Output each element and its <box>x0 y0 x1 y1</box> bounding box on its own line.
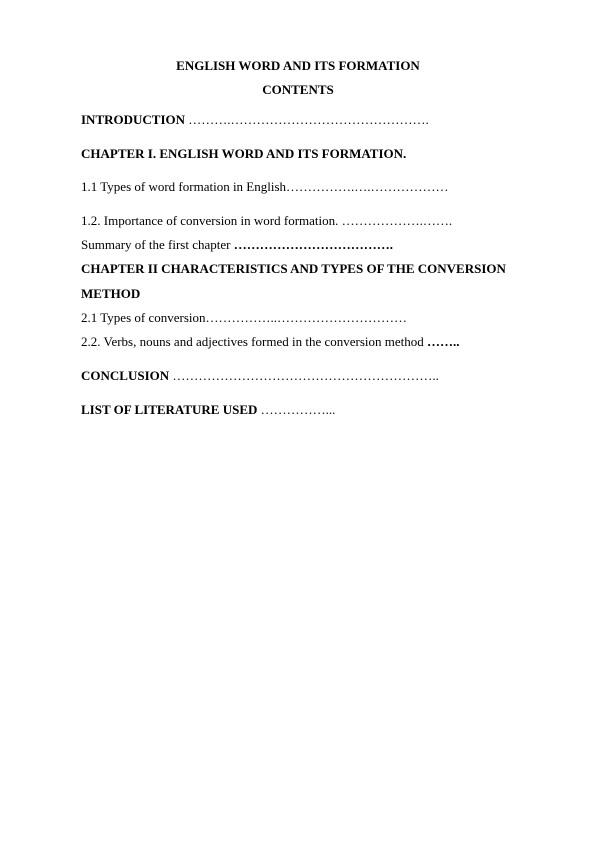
toc-entry-label: Summary of the first chapter <box>81 237 231 252</box>
toc-entry-label: LIST OF LITERATURE USED <box>81 402 258 417</box>
toc-entry-label: 2.1 Types of conversion <box>81 310 206 325</box>
toc-entry-2-2 <box>81 334 460 350</box>
toc-entry-literature <box>81 402 335 418</box>
contents-heading: CONTENTS <box>262 82 334 97</box>
toc-entry-2-1 <box>81 310 407 326</box>
toc-entry-label: INTRODUCTION <box>81 112 186 127</box>
toc-entry-1-1 <box>81 179 449 195</box>
toc-entry-summary <box>81 237 393 253</box>
toc-leader-dots: …….. <box>423 334 460 349</box>
toc-entry-chapter-2-line-1: CHAPTER II CHARACTERISTICS AND TYPES OF THE CONVERSION <box>81 261 506 276</box>
toc-entry-label: 1.2. Importance of conversion in word formation. <box>81 213 339 228</box>
toc-leader-dots: ………………………………. <box>230 237 393 252</box>
toc-entry-chapter-1 <box>81 146 406 162</box>
toc-leader-dots: …………….….……………… <box>286 179 449 194</box>
toc-entry-label: CHAPTER I. ENGLISH WORD AND ITS FORMATION. <box>81 146 407 161</box>
toc-entry-label: 1.1 Types of word formation in English <box>81 179 287 194</box>
toc-entry-conclusion <box>81 368 439 384</box>
toc-leader-dots: ……………... <box>257 402 336 417</box>
document-title: ENGLISH WORD AND ITS FORMATION <box>176 58 420 73</box>
toc-entry-label: 2.2. Verbs, nouns and adjectives formed in the conversion method <box>81 334 424 349</box>
toc-entry-introduction <box>81 112 429 128</box>
toc-leader-dots: ……….………………………………………. <box>185 112 429 127</box>
toc-entry-1-2 <box>81 213 452 229</box>
toc-leader-dots: ……………..………………………… <box>205 310 407 325</box>
toc-leader-dots: …………………………………………………….. <box>169 368 439 383</box>
toc-entry-chapter-2-line-2: METHOD <box>81 286 141 301</box>
toc-leader-dots: ……………….……. <box>338 213 453 228</box>
toc-entry-label: CONCLUSION <box>81 368 170 383</box>
